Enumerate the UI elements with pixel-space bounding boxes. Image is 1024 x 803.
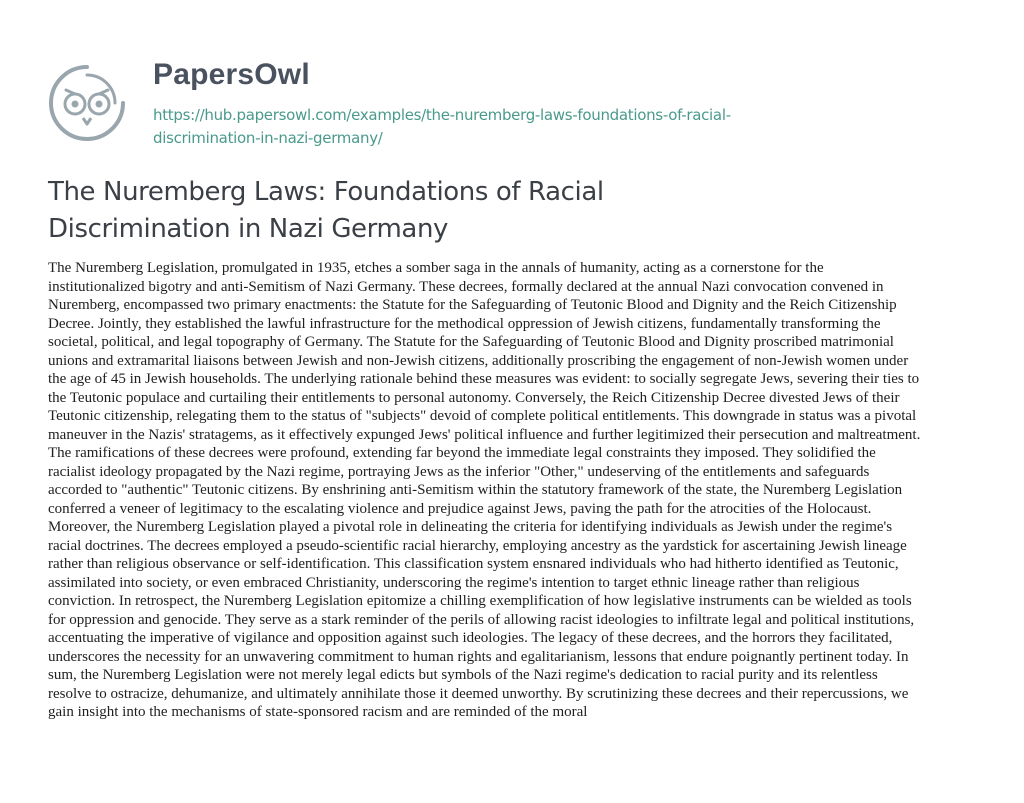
body-line: racial doctrines. The decrees employed a pseudo-scientific racial hierarchy, employing ancestry as the yardstick for ascertaining Jewish lineage [48,537,907,554]
body-line: resolve to ostracize, dehumanize, and ultimately annihilate those it deemed unworthy. By scrutinizing these decrees and their repercussions, we [48,685,909,702]
body-line: accorded to "authentic" Teutonic citizens. By enshrining anti-Semitism within the statutory framework of the state, the Nuremberg Legislation [48,482,903,498]
document-header [46,56,946,156]
body-line: the Teutonic populace and curtailing their entitlements to personal autonomy. Conversely, the Reich Citizenship Decree divested Jews of their [48,389,900,406]
body-line: institutionalized bigotry and anti-Semitism of Nazi Germany. These decrees, formally declared at the annual Nazi convocation convened in [48,278,884,295]
body-line: The Nuremberg Legislation, promulgated in 1935, etches a somber saga in the annals of humanity, acting as a cornerstone for the [48,260,824,276]
body-line: assimilated into society, or even embraced Christianity, underscoring the regime's intention to target ethnic lineage rather than religious [48,574,860,591]
owl-logo-icon [46,62,128,144]
brand-name: PapersOwl [153,58,310,91]
title-line: The Nuremberg Laws: Foundations of Racial [48,177,604,207]
body-line: Decree. Jointly, they established the lawful infrastructure for the methodical oppression of Jewish citizens, fundamentally transforming the [48,315,881,332]
body-line: societal, political, and legal topography of Germany. The Statute for the Safeguarding of Teutonic Blood and Dignity proscribed matrimonial [48,334,894,350]
title-line: Discrimination in Nazi Germany [48,214,449,244]
body-line: underscores the necessity for an unwavering commitment to human rights and egalitarianism, lessons that endure poignantly pertinent today. In [48,648,909,665]
body-line: the age of 45 in Jewish households. The underlying rationale behind these measures was evident: to socially segregate Jews, severing their ties to [48,371,920,387]
body-line: maneuver in the Nazis' stratagems, as it effectively expunged Jews' political influence and further legitimized their persecution and maltreatment. [48,426,921,443]
body-line: conviction. In retrospect, the Nuremberg Legislation epitomize a chilling exemplification of how legislative instruments can be wielded as tools [48,593,912,609]
body-line: racialist ideology propagated by the Nazi regime, portraying Jews as the inferior "Other," undeserving of the entitlements and safeguards [48,463,870,480]
body-line: The ramifications of these decrees were profound, extending far beyond the immediate legal constraints they imposed. They solidified the [48,445,876,461]
body-line: sum, the Nuremberg Legislation were not merely legal edicts but symbols of the Nazi regime's dedication to racial purity and its relentless [48,667,878,683]
body-line: unions and extramarital liaisons between Jewish and non-Jewish citizens, additionally proscribing the engagement of non-Jewish women under [48,352,909,369]
body-line: for oppression and genocide. They serve as a stark reminder of the perils of allowing racist ideologies to infiltrate legal and political institutions, [48,611,915,628]
source-url-line: https://hub.papersowl.com/examples/the-nuremberg-laws-foundations-of-racial- [153,106,731,124]
body-line: Moreover, the Nuremberg Legislation played a pivotal role in delineating the criteria for identifying individuals as Jewish under the regime's [48,519,893,535]
body-line: Teutonic citizenship, relegating them to the status of "subjects" devoid of complete political entitlements. This downgrade in status was a pivotal [48,408,917,424]
body-line: rather than religious observance or self-identification. This classification system ensnared individuals who had hitherto identified as Teutonic, [48,556,899,572]
document-title [48,174,768,248]
body-line: gain insight into the mechanisms of state-sponsored racism and are reminded of the moral [48,704,588,720]
body-paragraph [48,259,988,722]
body-line: Nuremberg, encompassed two primary enactments: the Statute for the Safeguarding of Teutonic Blood and Dignity and the Reich Citizenship [48,297,897,313]
body-line: accentuating the imperative of vigilance and opposition against such ideologies. The legacy of these decrees, and the horrors they facilitated, [48,630,893,646]
body-line: conferred a veneer of legitimacy to the escalating violence and prejudice against Jews, paving the path for the atrocities of the Holocaust. [48,500,872,517]
source-url-line: discrimination-in-nazi-germany/ [153,129,383,147]
source-url-link[interactable] [153,104,873,150]
